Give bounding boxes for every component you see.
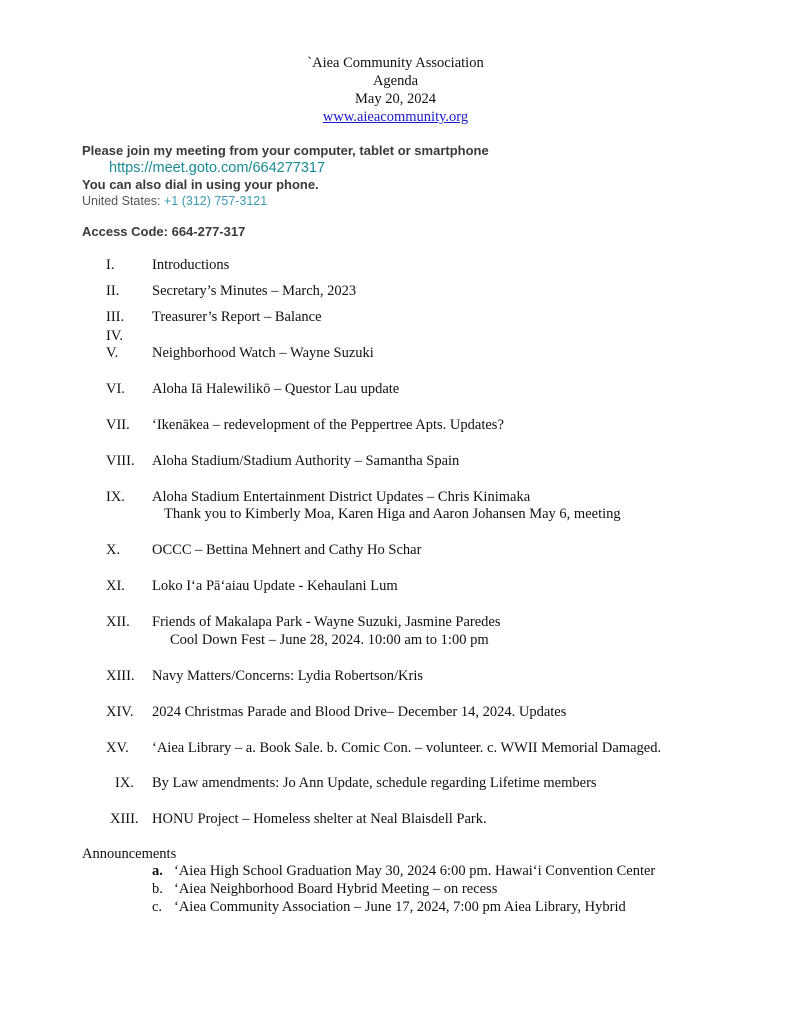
item-number: XV. [106,740,129,756]
item-text: Aloha Stadium Entertainment District Updates – Chris Kinimaka [152,489,531,505]
item-number: XI. [106,578,125,594]
phone-number[interactable]: +1 (312) 757-3121 [164,194,268,208]
announcement-label: a. [152,863,163,879]
item-text: Introductions [152,257,230,273]
meeting-info [82,143,489,209]
meeting-date: May 20, 2024 [355,91,436,107]
item-text: Loko Iʻa Pāʻaiau Update - Kehaulani Lum [152,578,398,594]
announcement-text: ‘Aiea High School Graduation May 30, 2024 6:00 pm. Hawaiʻi Convention Center [174,863,656,879]
item-text: HONU Project – Homeless shelter at Neal Blaisdell Park. [152,811,487,827]
item-number: III. [106,309,125,325]
country-label: United States: [82,194,164,208]
item-text: Aloha Iā Halewilikō – Questor Lau update [152,381,400,397]
announcement-item [152,863,655,880]
item-text: OCCC – Bettina Mehnert and Cathy Ho Schar [152,542,422,558]
item-subtext: Cool Down Fest – June 28, 2024. 10:00 am to 1:00 pm [170,632,489,648]
website-link[interactable]: www.aieacommunity.org [322,109,469,125]
document-header [0,54,791,126]
item-number: XII. [106,614,130,630]
item-text: 2024 Christmas Parade and Blood Drive– December 14, 2024. Updates [152,704,567,720]
item-number: VIII. [106,453,135,469]
meeting-link[interactable]: https://meet.goto.com/664277317 [109,160,326,176]
phone-line [82,193,489,209]
item-text: ‘Ikenākea – redevelopment of the Peppertree Apts. Updates? [152,417,504,433]
announcement-label: c. [152,899,163,915]
item-number: IX. [115,775,134,791]
item-text: Aloha Stadium/Stadium Authority – Samantha Spain [152,453,460,469]
dial-text: You can also dial in using your phone. [82,177,319,192]
announcement-text: ‘Aiea Community Association – June 17, 2024, 7:00 pm Aiea Library, Hybrid [174,899,626,915]
item-text: ‘Aiea Library – a. Book Sale. b. Comic Con. – volunteer. c. WWII Memorial Damaged. [152,740,662,756]
item-number: IX. [106,489,125,505]
announcement-item [152,899,626,916]
item-text: Neighborhood Watch – Wayne Suzuki [152,345,374,361]
item-number: IV. [106,328,124,344]
item-subtext: Thank you to Kimberly Moa, Karen Higa and Aaron Johansen May 6, meeting [164,506,621,522]
item-number: XIV. [106,704,134,720]
org-name: `Aiea Community Association [307,55,484,71]
item-text: Treasurer’s Report – Balance [152,309,322,325]
item-number: X. [106,542,121,558]
item-number: V. [106,345,119,361]
item-number: II. [106,283,120,299]
item-number: VI. [106,381,125,397]
item-text: By Law amendments: Jo Ann Update, schedule regarding Lifetime members [152,775,597,791]
announcements-heading: Announcements [82,846,177,862]
announcement-text: ‘Aiea Neighborhood Board Hybrid Meeting – on recess [174,881,498,897]
item-text: Secretary’s Minutes – March, 2023 [152,283,357,299]
announcement-label: b. [152,881,163,897]
item-number: XIII. [106,668,135,684]
item-number: I. [106,257,115,273]
item-text: Navy Matters/Concerns: Lydia Robertson/Kris [152,668,424,684]
announcement-item [152,881,497,898]
join-text: Please join my meeting from your computer, tablet or smartphone [82,143,489,158]
access-code: Access Code: 664-277-317 [82,224,246,239]
item-number: XIII. [110,811,139,827]
agenda-title: Agenda [372,73,419,89]
item-number: VII. [106,417,130,433]
item-text: Friends of Makalapa Park - Wayne Suzuki, Jasmine Paredes [152,614,501,630]
